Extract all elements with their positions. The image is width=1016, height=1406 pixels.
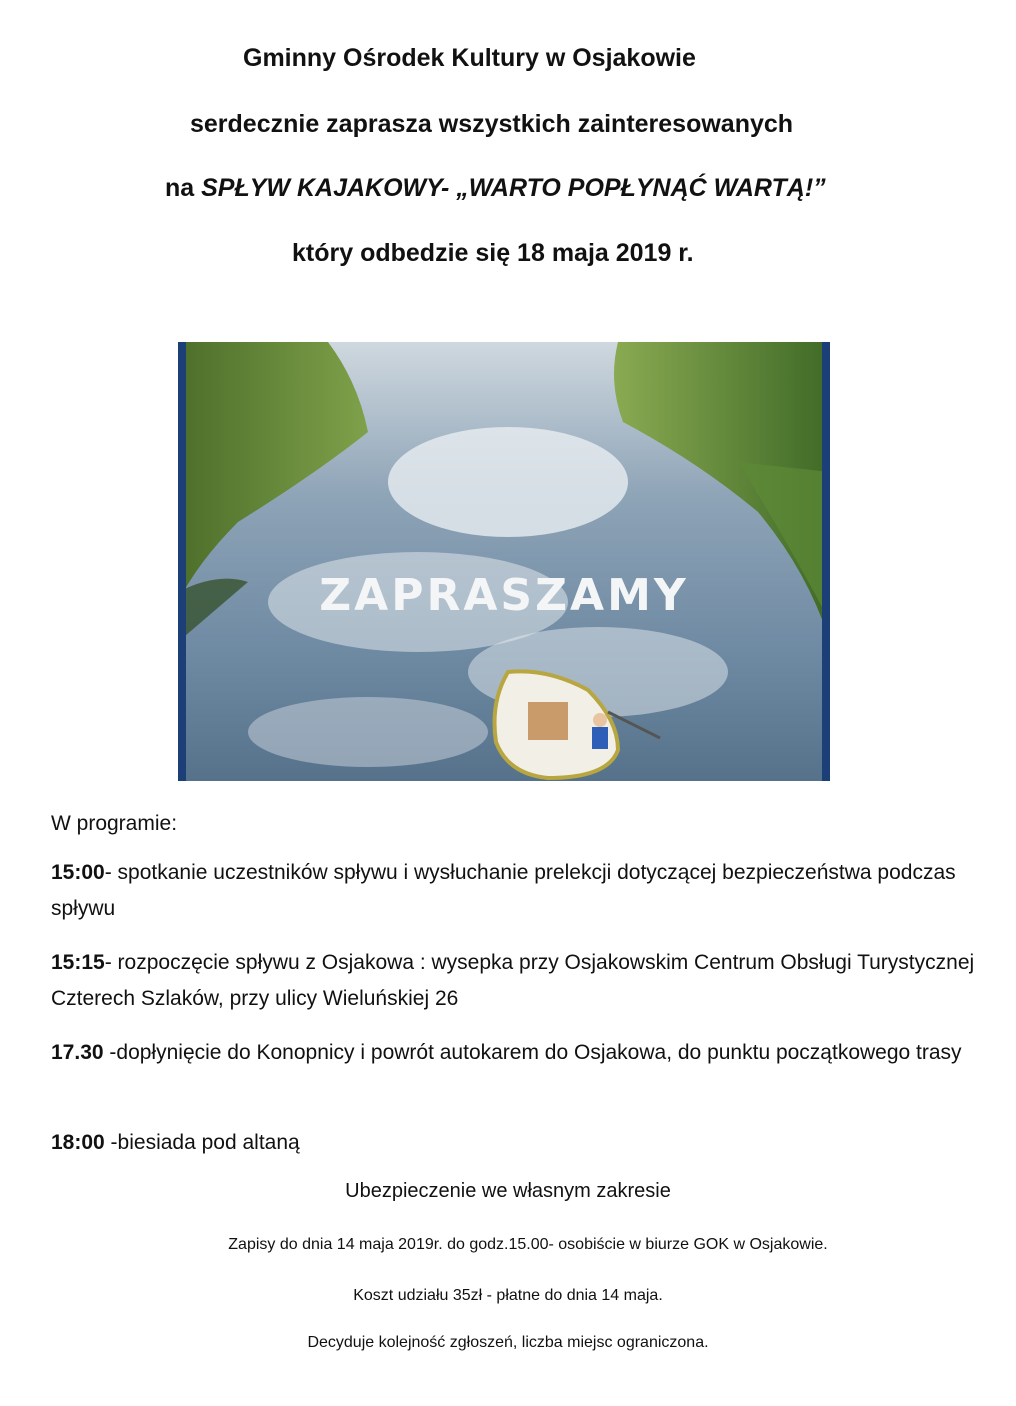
program-item [51, 1125, 981, 1161]
program-intro: W programie: [51, 812, 178, 835]
header-date: który odbedzie się 18 maja 2019 r. [292, 239, 694, 267]
header-event [0, 174, 1016, 203]
insurance-note: Ubezpieczenie we własnym zakresie [345, 1180, 671, 1202]
program-time: 17.30 [51, 1041, 104, 1064]
river-photo [178, 342, 830, 781]
program-desc: -dopłynięcie do Konopnicy i powrót autokarem do Osjakowa, do punktu początkowego trasy [103, 1041, 962, 1064]
program-desc: -biesiada pod altaną [104, 1131, 300, 1154]
header-invitation: serdecznie zaprasza wszystkich zainteresowanych [190, 110, 794, 138]
program-item [51, 945, 981, 1017]
order-note: Decyduje kolejność zgłoszeń, liczba miejsc ograniczona. [307, 1334, 709, 1351]
program-item [51, 1035, 981, 1071]
program-time: 15:00 [51, 861, 105, 884]
header-event-prefix: na [165, 174, 202, 202]
program-item [51, 855, 981, 927]
program-time: 15:15 [51, 951, 105, 974]
program-time: 18:00 [51, 1131, 105, 1154]
program-desc: - spotkanie uczestników spływu i wysłuchanie prelekcji dotyczącej bezpieczeństwa podczas spływu [51, 861, 956, 920]
header-event-name: SPŁYW KAJAKOWY- „WARTO POPŁYNĄĆ WARTĄ!” [201, 174, 826, 202]
photo-overlay-text: ZAPRASZAMY [319, 570, 689, 621]
signup-note: Zapisy do dnia 14 maja 2019r. do godz.15.00- osobiście w biurze GOK w Osjakowie. [228, 1236, 828, 1253]
cost-note: Koszt udziału 35zł - płatne do dnia 14 maja. [353, 1287, 663, 1304]
header-organizer: Gminny Ośrodek Kultury w Osjakowie [243, 44, 696, 72]
program-desc: - rozpoczęcie spływu z Osjakowa : wysepka przy Osjakowskim Centrum Obsługi Turystycznej Czterech Szlaków, przy ulicy Wieluńskiej 26 [51, 951, 975, 1010]
